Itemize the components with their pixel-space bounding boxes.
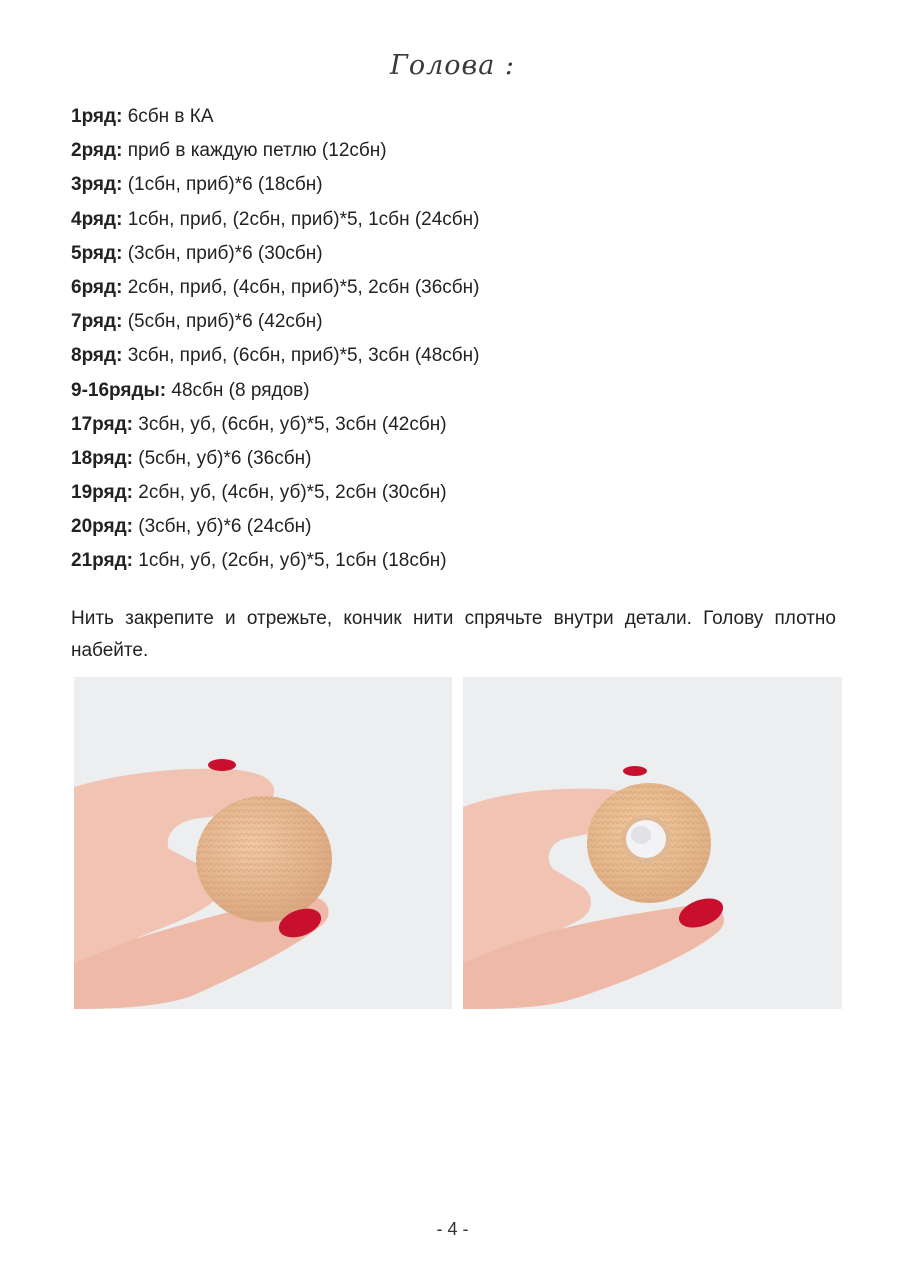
row-text: 2сбн, приб, (4сбн, приб)*5, 2сбн (36сбн) [127, 276, 480, 298]
photo-crocheted-ball-side [74, 677, 452, 1009]
pattern-row [71, 103, 851, 137]
row-text: 2сбн, уб, (4сбн, уб)*5, 2сбн (30сбн) [138, 482, 447, 504]
pattern-row [71, 445, 851, 479]
row-label: 18ряд: [71, 447, 133, 469]
row-label: 17ряд: [71, 413, 133, 435]
row-text: (3сбн, приб)*6 (30сбн) [127, 242, 323, 264]
row-text: (5сбн, приб)*6 (42сбн) [127, 311, 323, 333]
row-label: 5ряд: [71, 242, 123, 264]
row-label: 1ряд: [71, 106, 123, 127]
row-text: (5сбн, уб)*6 (36сбн) [138, 447, 312, 469]
pattern-row [71, 137, 851, 171]
pattern-row [71, 206, 851, 240]
row-label: 2ряд: [71, 140, 123, 162]
pattern-row [71, 240, 851, 274]
row-label: 6ряд: [71, 276, 123, 298]
row-label: 19ряд: [71, 482, 133, 504]
pattern-row [71, 513, 851, 547]
pattern-row [71, 411, 851, 445]
pattern-row [71, 171, 851, 205]
finishing-note: Нить закрепите и отрежьте, кончик нити спрячьте внутри детали. Голову плотно набейте. [71, 608, 836, 661]
pattern-rows [71, 103, 851, 582]
row-text: 1сбн, приб, (2сбн, приб)*5, 1сбн (24сбн) [127, 208, 480, 230]
page-number: - 4 - [436, 1219, 469, 1239]
row-label: 20ряд: [71, 516, 133, 538]
row-text: 1сбн, уб, (2сбн, уб)*5, 1сбн (18сбн) [138, 550, 447, 572]
row-label: 7ряд: [71, 311, 123, 333]
pattern-row [71, 308, 851, 342]
row-label: 3ряд: [71, 174, 123, 196]
pattern-row [71, 274, 851, 308]
photo-crocheted-ball-opening [463, 677, 842, 1009]
row-text: 3сбн, приб, (6сбн, приб)*5, 3сбн (48сбн) [127, 345, 480, 367]
row-text: (3сбн, уб)*6 (24сбн) [138, 516, 312, 538]
row-text: 48сбн (8 рядов) [171, 379, 310, 401]
row-text: приб в каждую петлю (12сбн) [127, 140, 387, 162]
row-text: 6сбн в КА [127, 106, 214, 127]
row-label: 9-16ряды: [71, 379, 167, 401]
row-label: 8ряд: [71, 345, 123, 367]
pattern-row [71, 377, 851, 411]
row-text: 3сбн, уб, (6сбн, уб)*5, 3сбн (42сбн) [138, 413, 447, 435]
row-label: 21ряд: [71, 550, 133, 572]
pattern-row [71, 547, 851, 581]
pattern-row [71, 479, 851, 513]
row-label: 4ряд: [71, 208, 123, 230]
pattern-row [71, 342, 851, 376]
row-text: (1сбн, приб)*6 (18сбн) [127, 174, 323, 196]
page-title: Голова : [389, 50, 516, 81]
